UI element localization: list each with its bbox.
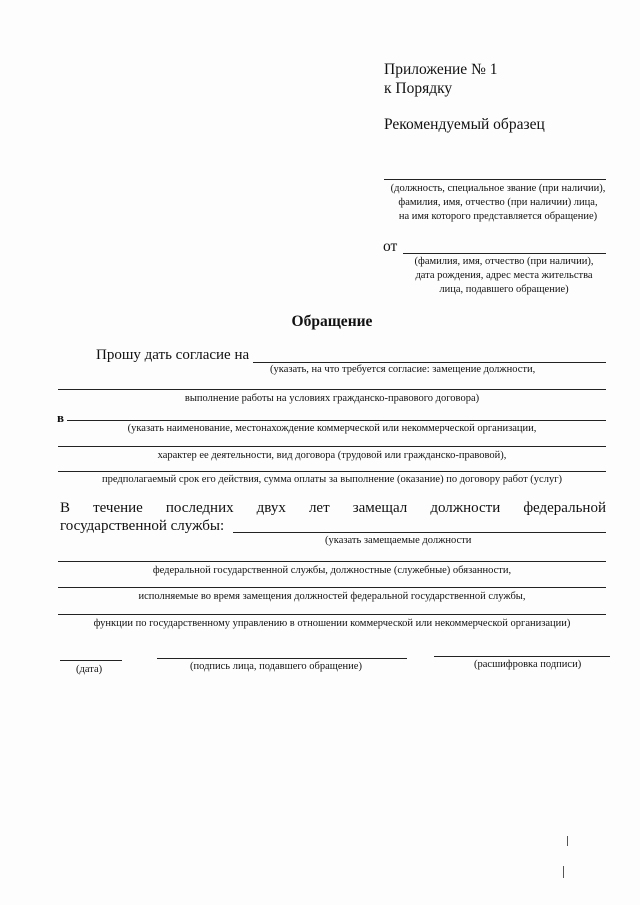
service-caption-4: функции по государственному управлению в отношении коммерческой или некоммерческой организации): [93, 618, 571, 629]
signature-caption: (подпись лица, подавшего обращение): [190, 661, 362, 672]
service-word: лет: [308, 500, 330, 516]
request-caption-1: (указать, на что требуется согласие: замещение должности,: [270, 364, 536, 375]
from-caption-2: дата рождения, адрес места жительства: [415, 270, 593, 281]
sample-label: Рекомендуемый образец: [384, 116, 545, 133]
transcript-line: [434, 656, 610, 657]
organization-line: [67, 420, 606, 421]
scan-mark: [567, 836, 568, 846]
from-caption-1: (фамилия, имя, отчество (при наличии),: [414, 256, 594, 267]
from-line: [403, 253, 606, 254]
date-line: [60, 660, 122, 661]
from-caption-3: лица, подавшего обращение): [439, 284, 569, 295]
document-title: Обращение: [291, 313, 373, 330]
positions-line: [233, 532, 606, 533]
request-caption-2: выполнение работы на условиях гражданско-правового договора): [184, 393, 480, 404]
request-line-2: [58, 389, 606, 390]
service-word: должности: [430, 500, 501, 516]
date-caption: (дата): [76, 664, 103, 675]
service-word: замещал: [352, 500, 408, 516]
service-word: последних: [165, 500, 234, 516]
service-line-2: [58, 561, 606, 562]
in-label: в: [57, 410, 65, 425]
addressee-line: [384, 179, 606, 180]
scan-mark: [563, 866, 564, 878]
from-label: от: [383, 238, 398, 255]
service-word: федеральной: [523, 500, 606, 516]
service-second-line: государственной службы:: [60, 518, 225, 534]
service-word: течение: [93, 500, 143, 516]
request-line-3: [58, 446, 606, 447]
signature-line: [157, 658, 407, 659]
addressee-caption-3: на имя которого представляется обращение): [398, 211, 598, 222]
addressee-caption-2: фамилия, имя, отчество (при наличии) лица,: [398, 197, 598, 208]
service-first-line: [60, 500, 606, 517]
request-line: [253, 362, 606, 363]
addressee-caption-1: (должность, специальное звание (при наличии),: [390, 183, 606, 194]
service-caption-2: федеральной государственной службы, должностные (служебные) обязанности,: [152, 565, 512, 576]
service-word: двух: [256, 500, 286, 516]
service-caption-3: исполняемые во время замещения должностей федеральной государственной службы,: [138, 591, 526, 602]
service-line-4: [58, 614, 606, 615]
appendix-subtitle: к Порядку: [384, 80, 453, 97]
request-line-4: [58, 471, 606, 472]
service-word: В: [60, 500, 71, 516]
request-caption-4: характер ее деятельности, вид договора (трудовой или гражданско-правовой),: [157, 450, 507, 461]
request-caption-5: предполагаемый срок его действия, сумма оплаты за выполнение (оказание) по договору работ (услуг): [101, 474, 562, 485]
transcript-caption: (расшифровка подписи): [474, 659, 582, 670]
appendix-title: Приложение № 1: [384, 61, 498, 78]
request-caption-3: (указать наименование, местонахождение коммерческой или некоммерческой организации,: [127, 423, 537, 434]
service-line-3: [58, 587, 606, 588]
request-text: Прошу дать согласие на: [96, 347, 250, 363]
service-caption-1: (указать замещаемые должности: [325, 535, 472, 546]
